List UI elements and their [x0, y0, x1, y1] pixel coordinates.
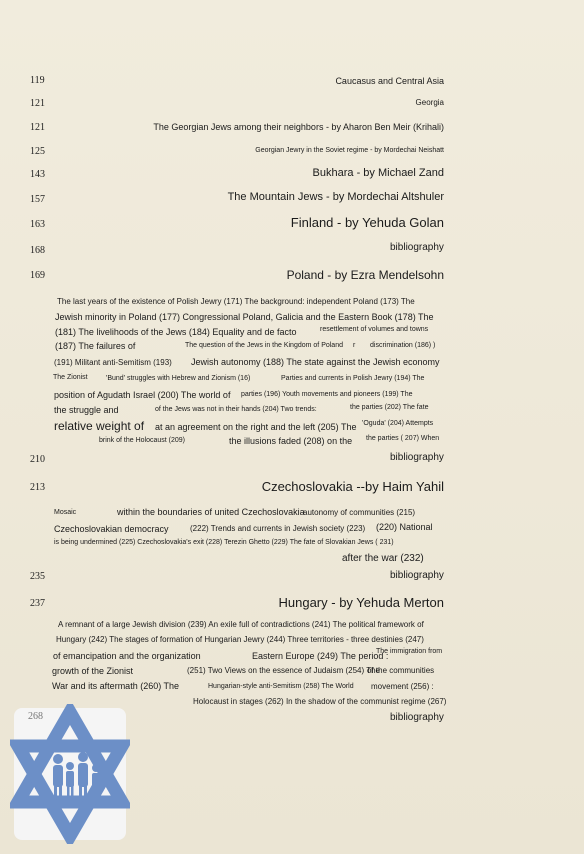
page-number: 163 — [30, 219, 45, 230]
subentry-text: Parties and currents in Polish Jewry (194) The — [281, 375, 425, 382]
subentry-text: the illusions faded (208) on the — [229, 436, 353, 446]
toc-entry-georgian-jews: The Georgian Jews among their neighbors - by Aharon Ben Meir (Krihali) — [153, 122, 444, 132]
subentry-text: position of Agudath Israel (200) The world of — [54, 390, 231, 400]
page-number: 121 — [30, 122, 45, 133]
subentry-text: autonomy of communities (215) — [303, 508, 416, 517]
subentry-text: the parties (202) The fate — [350, 404, 429, 411]
toc-entry-bibliography: bibliography — [390, 570, 444, 581]
subentry-text: of the Jews was not in their hands (204) Two trends: — [155, 406, 317, 413]
page-number: 210 — [30, 454, 45, 465]
subentry-text: movement (256) : — [371, 682, 434, 691]
subentry-text: of emancipation and the organization — [53, 651, 201, 661]
subentry-text: (251) Two Views on the essence of Judaism (254) The — [187, 666, 380, 675]
subentry-text: parties (196) Youth movements and pioneers (199) The — [241, 391, 413, 398]
subentry-text: 'Bund' struggles with Hebrew and Zionism (16) — [106, 375, 251, 382]
page-number: 268 — [28, 711, 43, 722]
subentry-text: Czechoslovakian democracy — [54, 524, 169, 534]
subentry-text: Jewish autonomy (188) The state against the Jewish economy — [191, 357, 440, 367]
toc-entry-bibliography: bibliography — [390, 452, 444, 463]
page-number: 121 — [30, 98, 45, 109]
subentry-text: Holocaust in stages (262) In the shadow of the communist regime (267) — [193, 697, 447, 706]
subentry-text: (181) The livelihoods of the Jews (184) Equality and de facto — [55, 327, 297, 337]
page-number: 169 — [30, 270, 45, 281]
subentry-text: Hungary (242) The stages of formation of Hungarian Jewry (244) Three territories - three destinies (247) — [56, 635, 424, 644]
page-number: 143 — [30, 169, 45, 180]
page-number: 213 — [30, 482, 45, 493]
toc-entry-bukhara: Bukhara - by Michael Zand — [312, 167, 444, 179]
subentry-text: Hungarian-style anti-Semitism (258) The World — [208, 683, 354, 690]
subentry-text: growth of the Zionist — [52, 666, 134, 676]
subentry-text: Jewish minority in Poland (177) Congressional Poland, Galicia and the Eastern Book (178) The — [55, 312, 434, 322]
subentry-text: A remnant of a large Jewish division (239) An exile full of contradictions (241) The political framework of — [58, 620, 424, 629]
toc-entry-bibliography: bibliography — [390, 242, 444, 253]
page-number: 119 — [30, 75, 45, 86]
page-number: 168 — [30, 245, 45, 256]
toc-entry-finland: Finland - by Yehuda Golan — [290, 215, 444, 230]
subentry-text: The immigration from — [376, 648, 443, 655]
subentry-text: the struggle and — [54, 405, 119, 415]
toc-entry-hungary: Hungary - by Yehuda Merton — [278, 595, 444, 610]
toc-entry-bibliography: bibliography — [390, 712, 444, 723]
subentry-text: (187) The failures of — [55, 341, 136, 351]
subentry-text: (191) Militant anti-Semitism (193) — [54, 358, 172, 367]
subentry-text: (220) National — [376, 522, 433, 532]
subentry-text: of the communities — [367, 666, 435, 675]
subentry-text: The last years of the existence of Polish Jewry (171) The background: independent Poland (173) The — [57, 297, 415, 306]
subentry-text: the parties ( 207) When — [366, 435, 440, 442]
toc-entry-mountain-jews: The Mountain Jews - by Mordechai Altshuler — [227, 191, 444, 203]
page-number: 157 — [30, 194, 45, 205]
subentry-text: after the war (232) — [342, 553, 424, 564]
page-number: 125 — [30, 146, 45, 157]
star-of-david-family-icon — [10, 704, 130, 844]
subentry-text: Eastern Europe (249) The period : — [252, 651, 389, 661]
subentry-text: resettlement of volumes and towns — [320, 326, 429, 333]
toc-entry-czechoslovakia: Czechoslovakia --by Haim Yahil — [261, 479, 444, 494]
toc-entry-caucasus: Caucasus and Central Asia — [335, 76, 444, 86]
subentry-text: War and its aftermath (260) The — [52, 681, 180, 691]
toc-entry-poland: Poland - by Ezra Mendelsohn — [286, 268, 444, 282]
subentry-text: is being undermined (225) Czechoslovakia's exit (228) Terezin Ghetto (229) The fate of Slovakian Jews ( 231) — [54, 539, 394, 546]
subentry-text: The question of the Jews in the Kingdom of Poland — [185, 342, 343, 349]
subentry-text: (222) Trends and currents in Jewish society (223) — [190, 524, 366, 533]
subentry-text: relative weight of — [54, 419, 145, 433]
subentry-text: at an agreement on the right and the left (205) The — [155, 422, 357, 432]
subentry-text: Mosaic — [54, 509, 77, 516]
page-number: 235 — [30, 571, 45, 582]
subentry-text: within the boundaries of united Czechoslovakia — [117, 507, 305, 517]
subentry-text: brink of the Holocaust (209) — [99, 437, 185, 444]
subentry-text: 'Oguda' (204) Attempts — [362, 420, 434, 427]
toc-entry-georgia: Georgia — [415, 98, 444, 107]
toc-entry-georgian-jewry-soviet: Georgian Jewry in the Soviet regime - by Mordechai Neishatt — [255, 147, 444, 154]
page-number: 237 — [30, 598, 45, 609]
subentry-text: The Zionist — [53, 374, 88, 381]
subentry-text: r — [353, 342, 356, 349]
subentry-text: discrimination (186) ) — [370, 342, 436, 349]
